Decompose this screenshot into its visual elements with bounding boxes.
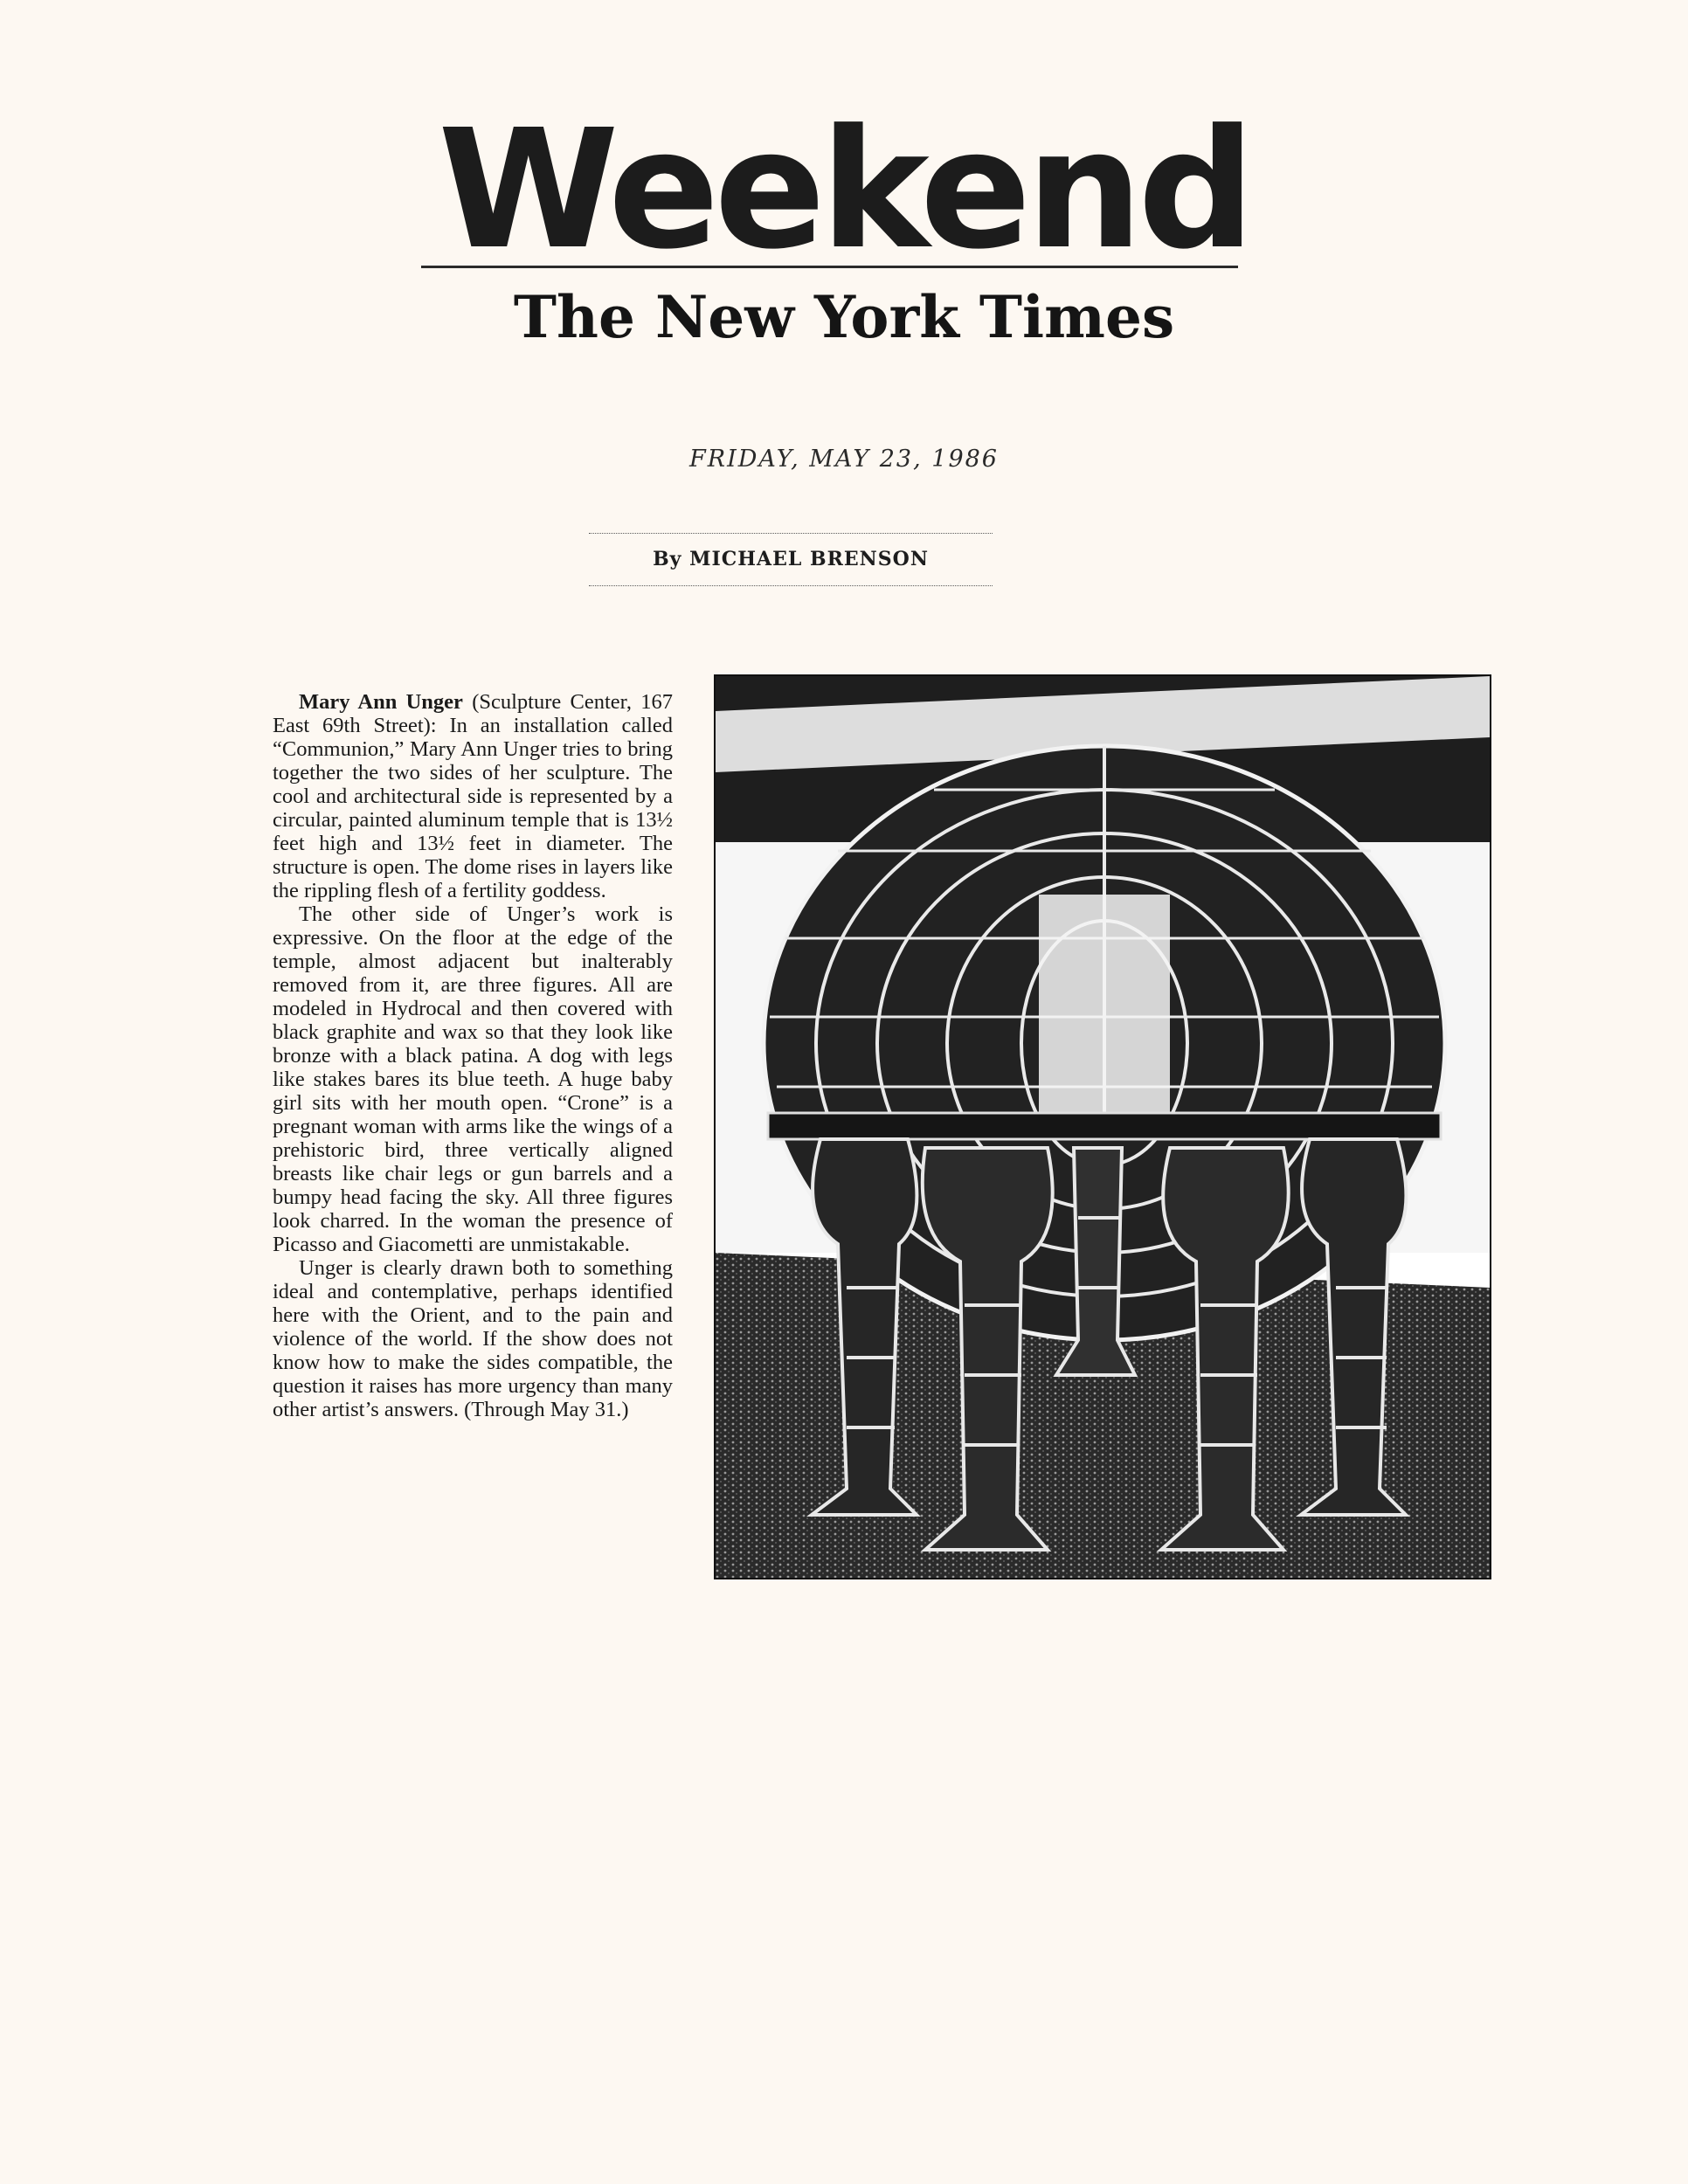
newspaper-nameplate: The New York Times xyxy=(513,283,1175,351)
byline-rule-bottom xyxy=(589,585,993,586)
sculpture-photo xyxy=(714,674,1491,1579)
article-body xyxy=(273,690,673,1421)
article-paragraph-2: The other side of Unger’s work is expressive. On the floor at the edge of the temple, almost adjacent but inalterably removed from it, are three figures. All are modeled in Hydrocal and then covered with black graphite and wax so that they look like bronze with a black patina. A dog with legs like stakes bares its blue teeth. A huge baby girl sits with her mouth open. “Crone” is a pregnant woman with arms like the wings of a prehistoric bird, three vertically aligned breasts like chair legs or gun barrels and a bumpy head facing the sky. All three figures look charred. In the woman the presence of Picasso and Giacometti are unmistakable. xyxy=(273,902,673,1256)
masthead-rule xyxy=(421,266,1238,268)
article-paragraph-1 xyxy=(273,690,673,902)
article-paragraph-3: Unger is clearly drawn both to something ideal and contemplative, perhaps identified here with the Orient, and to the pain and violence of the world. If the show does not know how to make the sides compatible, the question it raises has more urgency than many other artist’s answers. (Through May 31.) xyxy=(273,1256,673,1421)
byline: By MICHAEL BRENSON xyxy=(653,548,929,570)
article-lead-name: Mary Ann Unger xyxy=(299,690,463,714)
section-title: Weekend xyxy=(438,94,1250,286)
temple-sculpture-illustration xyxy=(716,676,1490,1578)
article-paragraph-1-text: (Sculpture Center, 167 East 69th Street): In an installation called “Communion,” Mary Ann Unger tries to bring together the two sides of her sculpture. The cool and architectural side is represented by a circular, painted aluminum temple that is 13½ feet high and 13½ feet in diameter. The structure is open. The dome rises in layers like the rippling flesh of a fertility goddess. xyxy=(273,690,673,902)
byline-rule-top xyxy=(589,533,993,534)
publication-date: FRIDAY, MAY 23, 1986 xyxy=(689,446,999,473)
